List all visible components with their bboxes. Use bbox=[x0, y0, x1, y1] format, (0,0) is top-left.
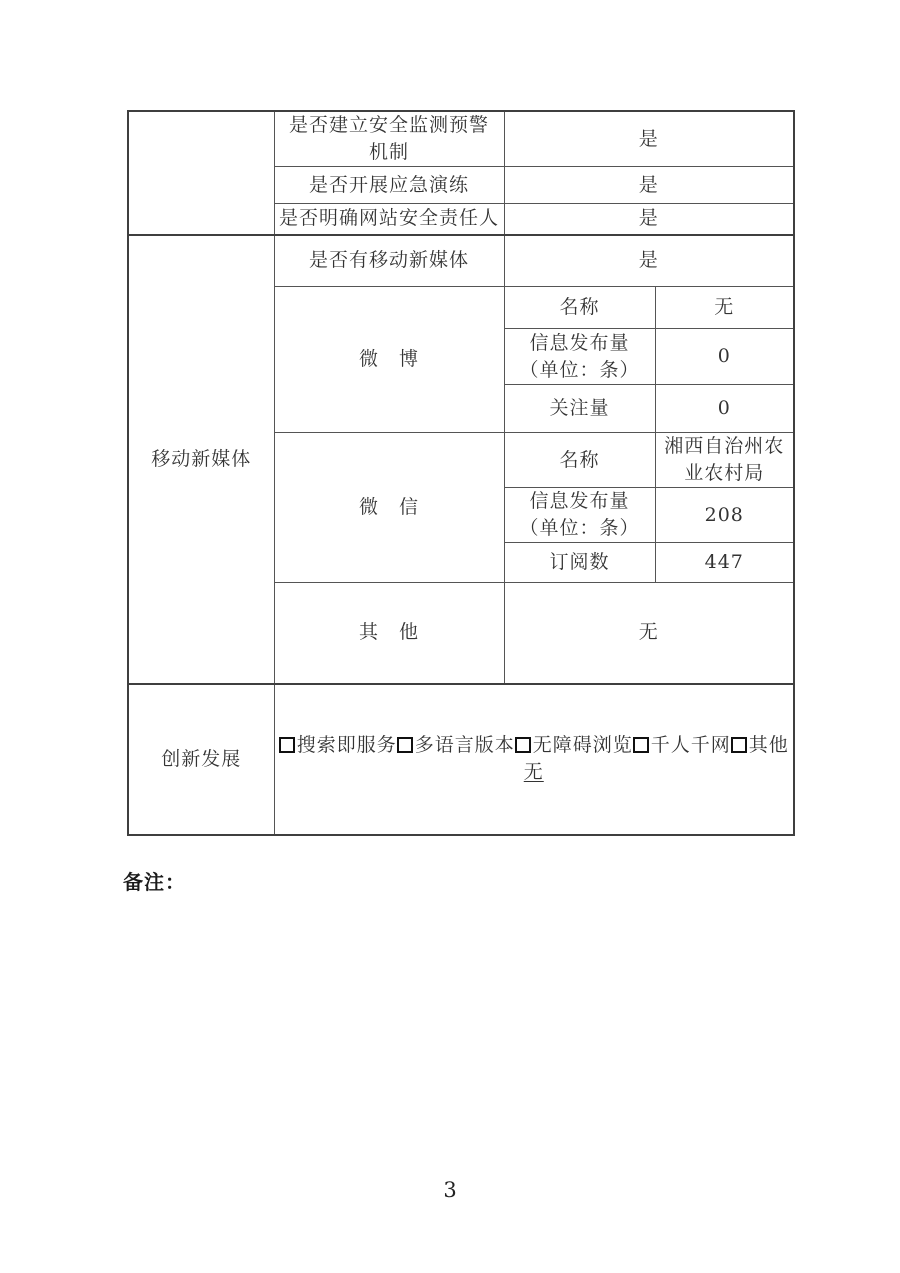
field-cell: 名称 bbox=[504, 433, 655, 488]
question-cell: 是否有移动新媒体 bbox=[274, 235, 504, 287]
innovation-content-cell bbox=[274, 684, 794, 835]
option-label: 多语言版本 bbox=[414, 734, 515, 756]
weixin-label-cell: 微 信 bbox=[274, 433, 504, 583]
innovation-option bbox=[633, 734, 731, 756]
fill-value-text: 无 bbox=[523, 761, 544, 783]
answer-cell: 是 bbox=[504, 204, 794, 235]
value-text: 湘西自治州农 bbox=[664, 435, 785, 457]
value-cell: 447 bbox=[655, 543, 794, 583]
answer-cell: 是 bbox=[504, 111, 794, 167]
value-cell: 0 bbox=[655, 385, 794, 433]
table-row bbox=[128, 235, 794, 287]
checkbox-icon bbox=[633, 737, 649, 753]
table-row bbox=[128, 684, 794, 835]
question-text: 机制 bbox=[368, 141, 409, 163]
checkbox-icon bbox=[515, 737, 531, 753]
report-table bbox=[127, 110, 795, 836]
innovation-option bbox=[515, 734, 633, 756]
field-cell bbox=[504, 488, 655, 543]
field-text: （单位：条） bbox=[519, 358, 640, 381]
field-text: 信息发布量 bbox=[529, 490, 630, 512]
option-label: 搜索即服务 bbox=[296, 734, 397, 756]
weibo-label-cell: 微 博 bbox=[274, 287, 504, 433]
section-cell-innovation: 创新发展 bbox=[128, 684, 274, 835]
question-cell bbox=[274, 111, 504, 167]
value-cell bbox=[655, 433, 794, 488]
field-cell: 订阅数 bbox=[504, 543, 655, 583]
question-cell: 是否开展应急演练 bbox=[274, 167, 504, 204]
answer-cell: 无 bbox=[504, 583, 794, 684]
other-label-cell: 其 他 bbox=[274, 583, 504, 684]
question-text: 是否建立安全监测预警 bbox=[288, 114, 489, 136]
table-row bbox=[128, 111, 794, 167]
innovation-options-line bbox=[275, 732, 794, 759]
field-cell bbox=[504, 329, 655, 385]
checkbox-icon bbox=[397, 737, 413, 753]
value-cell: 0 bbox=[655, 329, 794, 385]
innovation-option bbox=[731, 734, 789, 756]
option-label: 无障碍浏览 bbox=[532, 734, 633, 756]
page-number: 3 bbox=[443, 1178, 457, 1202]
value-cell: 无 bbox=[655, 287, 794, 329]
option-label: 千人千网 bbox=[650, 734, 731, 756]
innovation-option bbox=[279, 734, 397, 756]
answer-cell: 是 bbox=[504, 235, 794, 287]
innovation-option bbox=[397, 734, 515, 756]
section-cell-mobile-media: 移动新媒体 bbox=[128, 235, 274, 684]
question-cell: 是否明确网站安全责任人 bbox=[274, 204, 504, 235]
innovation-fill-line bbox=[275, 759, 794, 786]
field-cell: 关注量 bbox=[504, 385, 655, 433]
option-label: 其他 bbox=[748, 734, 789, 756]
section-cell-empty bbox=[128, 111, 274, 235]
checkbox-icon bbox=[731, 737, 747, 753]
value-cell: 208 bbox=[655, 488, 794, 543]
field-text: 信息发布量 bbox=[529, 331, 630, 354]
checkbox-icon bbox=[279, 737, 295, 753]
answer-cell: 是 bbox=[504, 167, 794, 204]
remark-label: 备注： bbox=[123, 870, 186, 894]
field-text: （单位：条） bbox=[519, 517, 640, 539]
value-text: 业农村局 bbox=[684, 462, 765, 484]
field-cell: 名称 bbox=[504, 287, 655, 329]
